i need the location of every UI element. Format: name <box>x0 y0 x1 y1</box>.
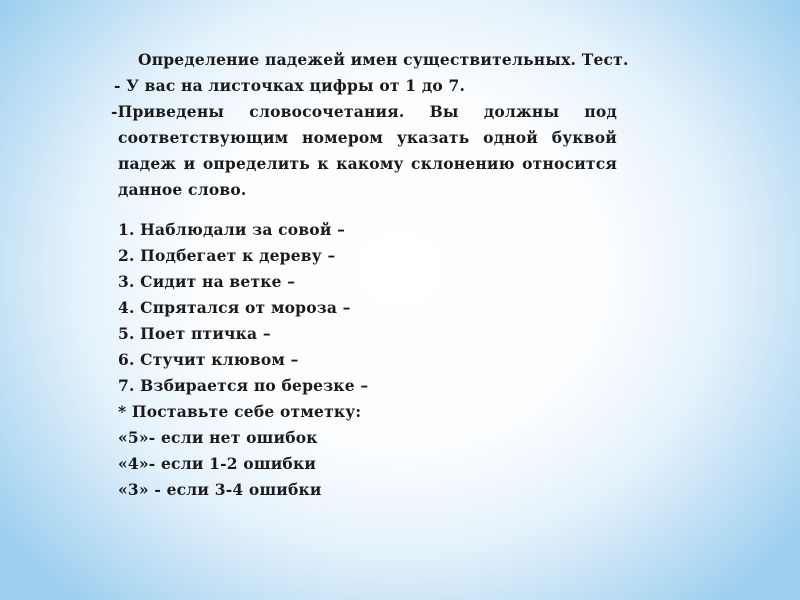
instruction-text-1: -Приведены словосочетания. Вы должны под <box>111 102 617 121</box>
list-item: 4. Спрятался от мороза – <box>118 298 351 317</box>
list-item: 7. Взбирается по березке – <box>118 376 369 395</box>
instruction-line-3 <box>118 151 617 177</box>
instruction-text-2: соответствующим номером указать одной буквой <box>118 128 617 147</box>
instruction-text-3: падеж и определить к какому склонению относится <box>118 154 617 173</box>
list-item: 3. Сидит на ветке – <box>118 272 296 291</box>
instruction-line-4: данное слово. <box>118 180 247 199</box>
list-item: 6. Стучит клювом – <box>118 350 299 369</box>
grade-line: «3» - если 3-4 ошибки <box>118 480 322 499</box>
document-title: Определение падежей имен существительных. Тест. <box>138 50 629 69</box>
instruction-line-2 <box>118 125 617 151</box>
list-item: 2. Подбегает к дереву – <box>118 246 336 265</box>
grade-line: «4»- если 1-2 ошибки <box>118 454 317 473</box>
list-item: 5. Поет птичка – <box>118 324 271 343</box>
grading-title: * Поставьте себе отметку: <box>118 402 362 421</box>
grade-line: «5»- если нет ошибок <box>118 428 318 447</box>
list-item: 1. Наблюдали за совой – <box>118 220 346 239</box>
instruction-line-1 <box>111 99 617 125</box>
intro-line: - У вас на листочках цифры от 1 до 7. <box>114 76 466 95</box>
